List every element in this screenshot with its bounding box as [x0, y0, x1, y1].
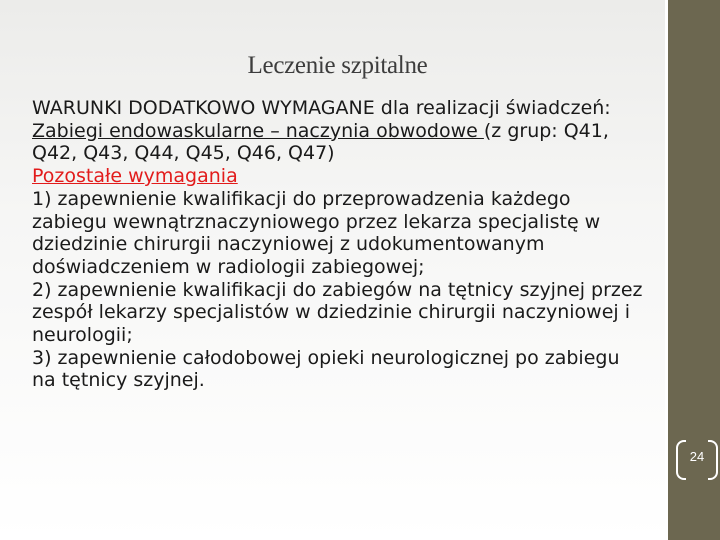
requirements-intro — [32, 97, 647, 165]
page-number: 24 — [689, 449, 705, 464]
slide-title: Leczenie szpitalne — [247, 52, 428, 79]
intro-groups: (z grup: Q41, Q42, Q43, Q44, Q45, Q46, Q47) — [32, 119, 609, 165]
slide-number — [676, 440, 718, 478]
slide-body — [32, 97, 647, 392]
intro-procedure-name: Zabiegi endowaskularne – naczynia obwodowe — [32, 119, 484, 142]
requirement-item-2: 2) zapewnienie kwalifikacji do zabiegów na tętnicy szyjnej przez zespół lekarzy specjalistów w dziedzinie chirurgii naczyniowej i neurologii; — [32, 278, 643, 347]
requirement-item-1: 1) zapewnienie kwalifikacji do przeprowadzenia każdego zabiegu wewnątrznaczyniowego przez lekarza specjalistę w dziedzinie chirurgii naczyniowej z udokumentowanym doświadczeniem w radiologii zabiegowej; — [32, 187, 601, 278]
requirement-item-3: 3) zapewnienie całodobowej opieki neurologicznej po zabiegu na tętnicy szyjnej. — [32, 346, 620, 392]
intro-prefix: WARUNKI DODATKOWO WYMAGANE dla realizacji świadczeń: — [32, 97, 611, 119]
section-heading: Pozostałe wymagania — [32, 165, 238, 188]
sidebar-divider — [665, 0, 668, 540]
